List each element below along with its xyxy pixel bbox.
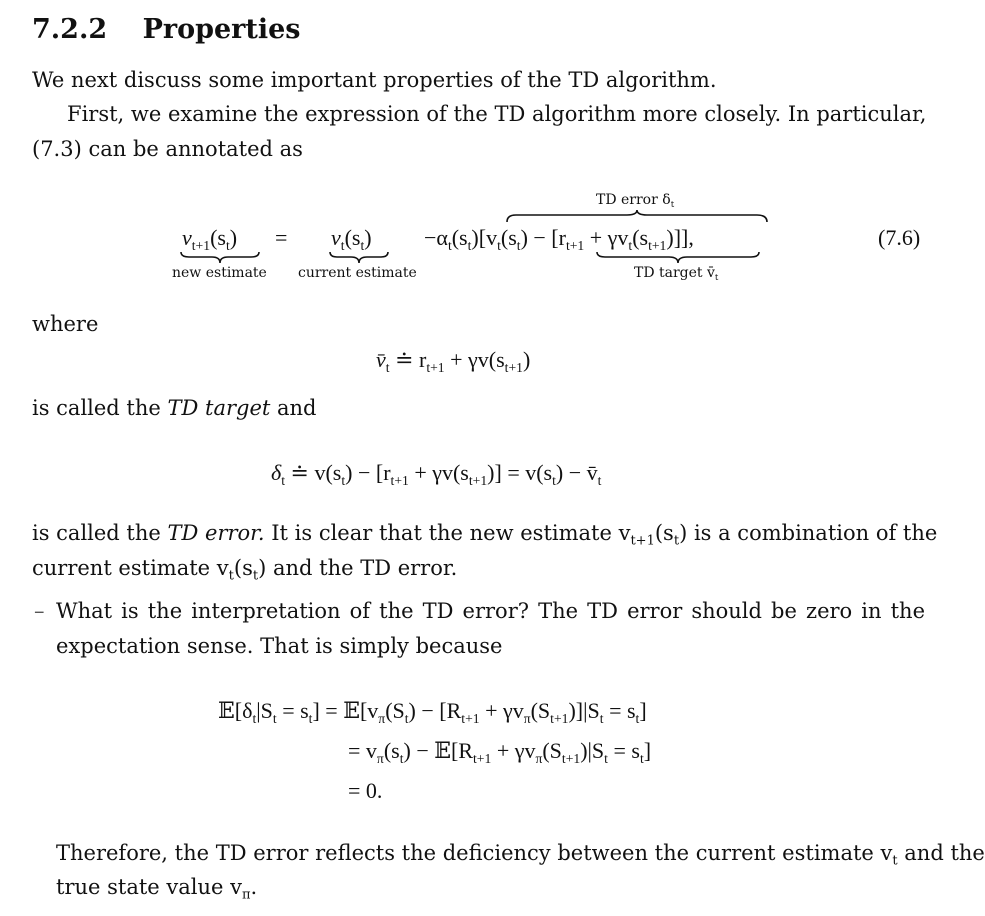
eq76-number: (7.6) — [878, 225, 921, 250]
overbrace-td-error — [506, 210, 768, 224]
underbrace-td-target — [596, 252, 760, 264]
equation-expect-line2: = $v_\pi(s_t)$ − $𝔼[R_{t+1} + \gamma v_\pi(S_{t+1})|S_t = s_t]$ — [348, 738, 652, 766]
underbrace-new-estimate — [180, 252, 260, 264]
label-new-estimate: new estimate — [172, 265, 267, 281]
eq76-current: $v_t(s_t)$ — [331, 225, 372, 253]
equation-td-error: $\delta_t$ ≐ $v(s_t) - [r_{t+1} + \gamma v(s_{t+1})] = v(s_t)$ − $v̄_t$ — [271, 460, 602, 488]
word-where: where — [32, 312, 99, 336]
paragraph-td-error: is called the TD error. It is clear that the new estimate $v_{t+1}(s_t)$ is a combination of the — [32, 521, 938, 549]
paragraph-first-line: First, we examine the expression of the TD algorithm more closely. In particular, — [67, 102, 927, 126]
section-title: Properties — [142, 14, 301, 45]
bullet-dash: – — [34, 599, 45, 623]
paragraph-first-line2: (7.3) can be annotated as — [32, 137, 303, 161]
label-current-estimate: current estimate — [298, 265, 417, 281]
paragraph-td-error-line2: current estimate $v_t(s_t)$ and the TD error. — [32, 556, 458, 584]
section-number: 7.2.2 — [32, 14, 108, 45]
paragraph-intro: We next discuss some important properties of the TD algorithm. — [32, 68, 717, 92]
paragraph-td-target: is called the TD target and — [32, 396, 317, 420]
paragraph-therefore: Therefore, the TD error reflects the deficiency between the current estimate $v_t$ and the — [56, 841, 985, 869]
label-td-error: TD error $\delta_t$ — [596, 192, 675, 211]
underbrace-current-estimate — [329, 252, 389, 264]
eq76-equals: = — [275, 225, 288, 250]
equation-td-target: $v̄_t$ ≐ $r_{t+1} + \gamma v(s_{t+1})$ — [376, 347, 531, 375]
equation-expect-line1: $𝔼[\delta_t|S_t = s_t]$ = $𝔼[v_\pi(S_t) - [R_{t+1} + \gamma v_\pi(S_{t+1})]|S_t = s_t]$ — [218, 698, 647, 726]
paragraph-therefore-line2: true state value $v_\pi$. — [56, 875, 258, 903]
bullet-line2: expectation sense. That is simply because — [56, 634, 503, 658]
eq76-lhs: $v_{t+1}(s_t)$ — [182, 225, 238, 253]
section-heading — [32, 16, 301, 43]
bullet-line1: What is the interpretation of the TD error? The TD error should be zero in the — [56, 599, 925, 623]
eq76-alpha-term: $-\alpha_t(s_t)[v_t(s_t) - [r_{t+1} + \gamma v_t(s_{t+1})]]$, — [424, 225, 694, 253]
equation-expect-line3: = 0. — [348, 778, 383, 803]
label-td-target: TD target $v̄_t$ — [634, 265, 719, 284]
